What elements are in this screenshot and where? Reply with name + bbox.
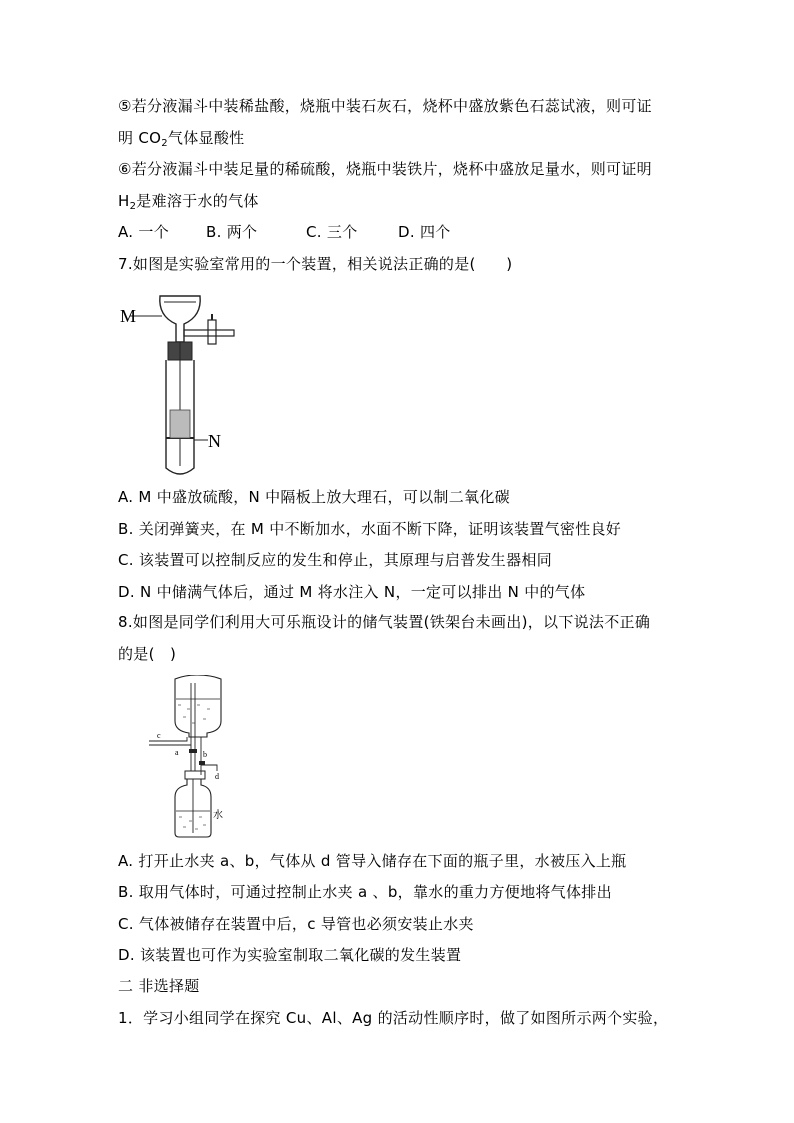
q7-label-m: M xyxy=(120,306,137,326)
item6-line2-pre: H xyxy=(118,192,130,210)
item5-line2-post: 气体显酸性 xyxy=(167,129,245,147)
q6-option-a: A. 一个 xyxy=(118,223,170,241)
item5-line1: ⑤若分液漏斗中装稀盐酸，烧瓶中装石灰石，烧杯中盛放紫色石蕊试液，则可证 xyxy=(118,97,652,115)
q7-option-d: D. N 中储满气体后，通过 M 将水注入 N，一定可以排出 N 中的气体 xyxy=(118,583,586,601)
item5-line2 xyxy=(118,128,244,148)
q7-option-a: A. M 中盛放硫酸，N 中隔板上放大理石，可以制二氧化碳 xyxy=(118,488,510,506)
item6-line2-sub: 2 xyxy=(129,201,137,212)
q6-options xyxy=(118,222,451,242)
q7-apparatus-figure xyxy=(118,290,248,480)
section2-q1-line1: 1．学习小组同学在探究 Cu、Al、Ag 的活动性顺序时，做了如图所示两个实验， xyxy=(118,1009,669,1027)
q8-stem-line1: 8.如图是同学们利用大可乐瓶设计的储气装置(铁架台未画出)，以下说法不正确 xyxy=(118,613,651,631)
q8-option-d: D. 该装置也可作为实验室制取二氧化碳的发生装置 xyxy=(118,946,462,964)
q8-label-a: a xyxy=(175,748,179,757)
item6-line2-post: 是难溶于水的气体 xyxy=(136,192,259,210)
q7-stem: 7.如图是实验室常用的一个装置，相关说法正确的是( ) xyxy=(118,255,513,273)
q8-clamp-a xyxy=(189,749,197,753)
q8-clamp-b xyxy=(199,761,205,765)
q8-option-c: C. 气体被储存在装置中后，c 导管也必须安装止水夹 xyxy=(118,915,474,933)
q8-upper-water xyxy=(178,705,210,723)
q8-storage-figure xyxy=(145,675,235,840)
q8-label-c: c xyxy=(157,731,161,740)
q8-option-b: B. 取用气体时，可通过控制止水夹 a 、b，靠水的重力方便地将气体排出 xyxy=(118,883,612,901)
q6-option-d: D. 四个 xyxy=(398,223,451,241)
q8-upper-bottle xyxy=(175,675,221,737)
q7-funnel-m xyxy=(160,296,200,342)
item5-line2-sub: 2 xyxy=(161,138,168,149)
q6-option-c: C. 三个 xyxy=(306,223,358,241)
q8-label-water: 水 xyxy=(213,810,223,821)
q8-stem-line2: 的是( ) xyxy=(118,645,177,663)
q8-lower-water xyxy=(179,817,206,829)
q7-label-n: N xyxy=(208,431,221,451)
q8-lower-stopper xyxy=(185,771,205,779)
q7-option-b: B. 关闭弹簧夹，在 M 中不断加水，水面不断下降，证明该装置气密性良好 xyxy=(118,520,622,538)
q7-option-c: C. 该装置可以控制反应的发生和停止，其原理与启普发生器相同 xyxy=(118,551,553,569)
section2-heading: 二 非选择题 xyxy=(118,977,200,995)
q7-side-tube xyxy=(184,330,234,336)
q8-label-d: d xyxy=(215,772,219,781)
item5-line2-pre: 明 CO xyxy=(118,129,162,147)
q8-label-b: b xyxy=(203,750,207,759)
q8-tube-d xyxy=(201,765,217,771)
q8-tube-c xyxy=(149,737,191,745)
q8-option-a: A. 打开止水夹 a、b，气体从 d 管导入储存在下面的瓶子里，水被压入上瓶 xyxy=(118,852,627,870)
q7-solid-on-shelf xyxy=(170,410,190,438)
q6-option-b: B. 两个 xyxy=(206,223,258,241)
item6-line2 xyxy=(118,191,259,211)
item6-line1: ⑥若分液漏斗中装足量的稀硫酸，烧瓶中装铁片，烧杯中盛放足量水，则可证明 xyxy=(118,160,652,178)
q7-stopcock xyxy=(208,320,216,344)
